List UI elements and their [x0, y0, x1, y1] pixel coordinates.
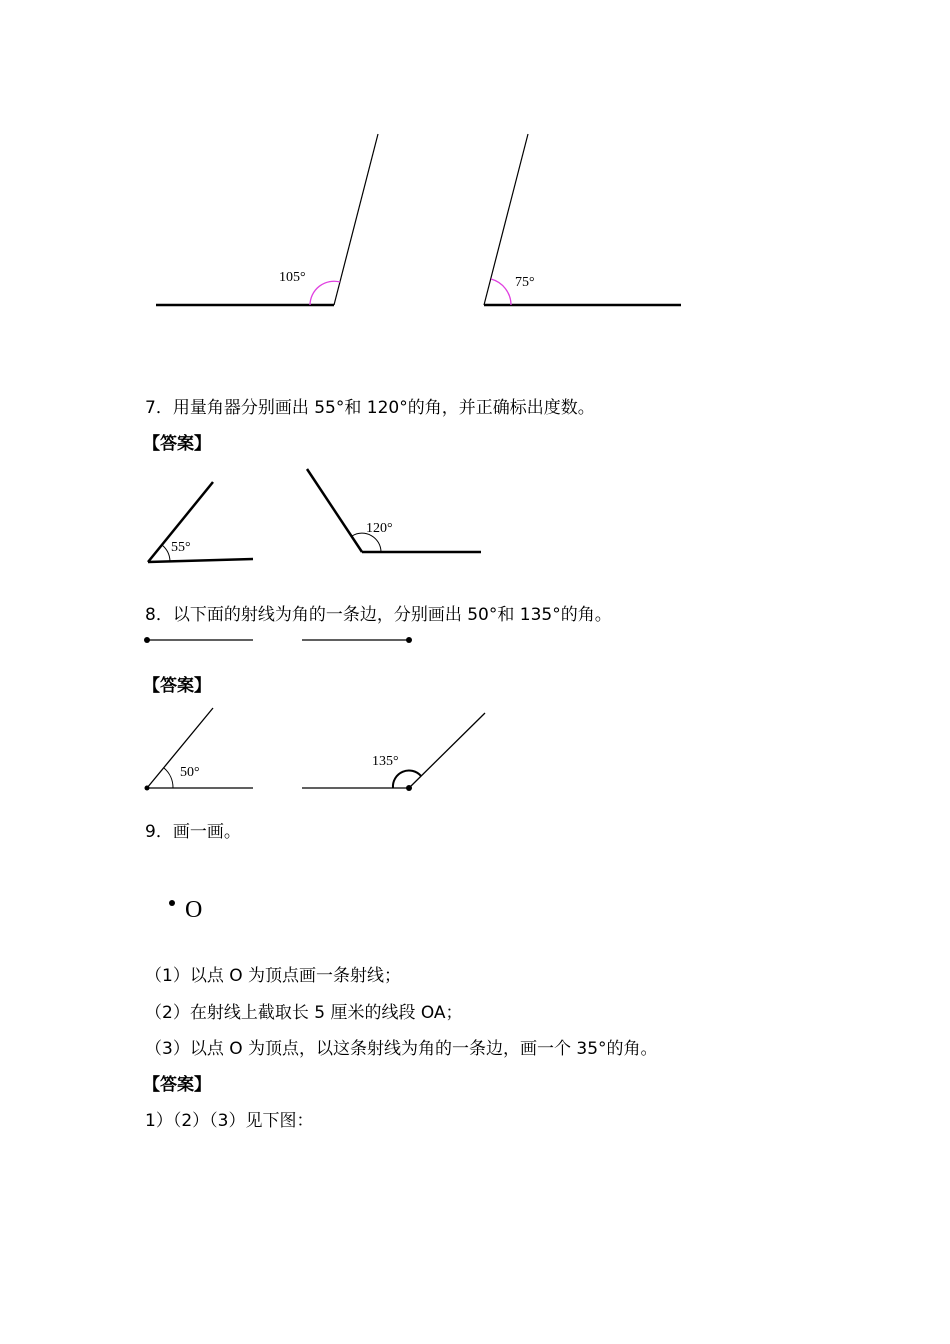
angle-55-label: 55° — [171, 540, 191, 555]
q7-question: 7．用量角器分别画出 55°和 120°的角，并正确标出度数。 — [145, 398, 595, 418]
angle-105-figure — [156, 134, 378, 305]
angle-105-label: 105° — [279, 270, 306, 285]
angle-75-figure — [484, 134, 681, 305]
figure-105-75-angles — [0, 0, 950, 330]
angle-120-label: 120° — [366, 521, 393, 536]
point-o-label: O — [185, 897, 203, 923]
angle-120-figure — [307, 469, 481, 552]
q9-item-2: （2）在射线上截取长 5 厘米的线段 OA； — [145, 1003, 463, 1023]
figure-q7-answer — [0, 460, 950, 580]
angle-75-label: 75° — [515, 275, 535, 290]
angle-50-figure — [145, 708, 254, 791]
q7-answer-label: 【答案】 — [143, 434, 211, 454]
q9-item-1: （1）以点 O 为顶点画一条射线； — [145, 966, 402, 986]
q9-item-3: （3）以点 O 为顶点，以这条射线为角的一条边，画一个 35°的角。 — [145, 1039, 658, 1059]
q8-question: 8．以下面的射线为角的一条边，分别画出 50°和 135°的角。 — [145, 605, 612, 625]
q9-answer-label: 【答案】 — [143, 1075, 211, 1095]
q9-answer-text: 1）（2）（3）见下图： — [145, 1111, 314, 1131]
q9-question: 9．画一画。 — [145, 822, 241, 842]
q8-answer-label: 【答案】 — [143, 676, 211, 696]
angle-135-label: 135° — [372, 754, 399, 769]
angle-50-label: 50° — [180, 765, 200, 780]
figure-q8-rays — [0, 628, 950, 652]
angle-55-figure — [148, 482, 253, 562]
point-o-dot — [169, 900, 175, 906]
figure-q8-answer — [0, 700, 950, 800]
angle-135-figure — [302, 713, 485, 791]
